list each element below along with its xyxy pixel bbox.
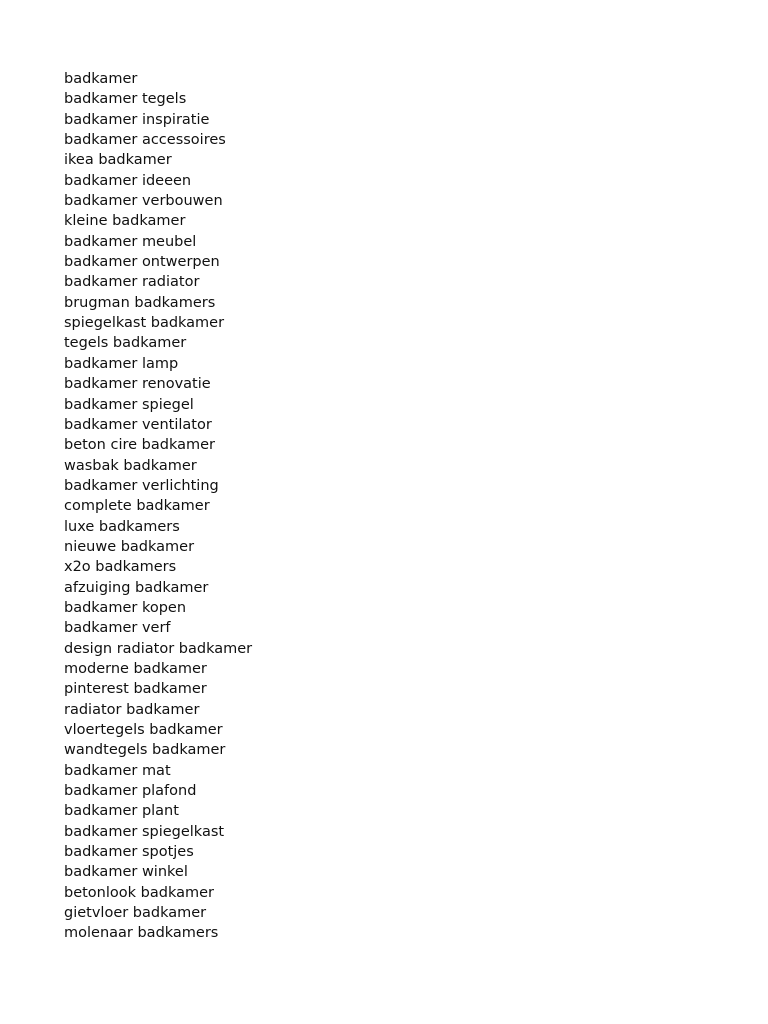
list-item: wasbak badkamer [64, 457, 197, 474]
list-item: badkamer verbouwen [64, 193, 223, 210]
list-item: vloertegels badkamer [64, 722, 223, 738]
list-item: ikea badkamer [64, 152, 172, 169]
list-item: badkamer verlichting [64, 477, 219, 494]
list-item: badkamer renovatie [64, 376, 211, 393]
list-item: design radiator badkamer [64, 640, 253, 657]
list-item: badkamer inspiratie [64, 111, 210, 128]
list-item: radiator badkamer [64, 701, 200, 718]
list-item: badkamer kopen [64, 599, 187, 616]
list-item: gietvloer badkamer [64, 905, 207, 922]
list-item: spiegelkast badkamer [64, 315, 225, 332]
list-item: badkamer winkel [64, 864, 188, 881]
list-item: badkamer verf [64, 620, 171, 637]
list-item: badkamer plant [64, 803, 179, 820]
list-item: badkamer spiegel [64, 396, 194, 413]
list-item: badkamer lamp [64, 355, 179, 372]
list-item: complete badkamer [64, 498, 210, 515]
list-item: kleine badkamer [64, 213, 186, 230]
list-item: wandtegels badkamer [64, 742, 226, 759]
list-item: luxe badkamers [64, 518, 180, 535]
list-item: badkamer accessoires [64, 132, 226, 149]
list-item: badkamer spiegelkast [64, 823, 225, 840]
list-item: pinterest badkamer [64, 681, 207, 698]
list-item: afzuiging badkamer [64, 579, 209, 596]
list-item: badkamer tegels [64, 91, 187, 108]
list-item: betonlook badkamer [64, 884, 214, 901]
list-item: badkamer meubel [64, 233, 197, 250]
list-item: molenaar badkamers [64, 925, 219, 942]
list-item: x2o badkamers [64, 559, 177, 576]
list-item: badkamer ontwerpen [64, 254, 220, 271]
list-item: badkamer [64, 71, 138, 87]
list-item: badkamer mat [64, 762, 171, 779]
list-item: badkamer radiator [64, 274, 200, 291]
list-item: badkamer ideeen [64, 172, 192, 189]
list-item: beton cire badkamer [64, 437, 215, 454]
list-item: brugman badkamers [64, 294, 216, 311]
list-item: badkamer plafond [64, 783, 197, 800]
list-item: tegels badkamer [64, 335, 187, 352]
list-item: badkamer ventilator [64, 416, 212, 433]
list-item: nieuwe badkamer [64, 538, 195, 555]
list-item: badkamer spotjes [64, 844, 194, 861]
keyword-list [64, 69, 252, 944]
list-item: moderne badkamer [64, 660, 207, 677]
